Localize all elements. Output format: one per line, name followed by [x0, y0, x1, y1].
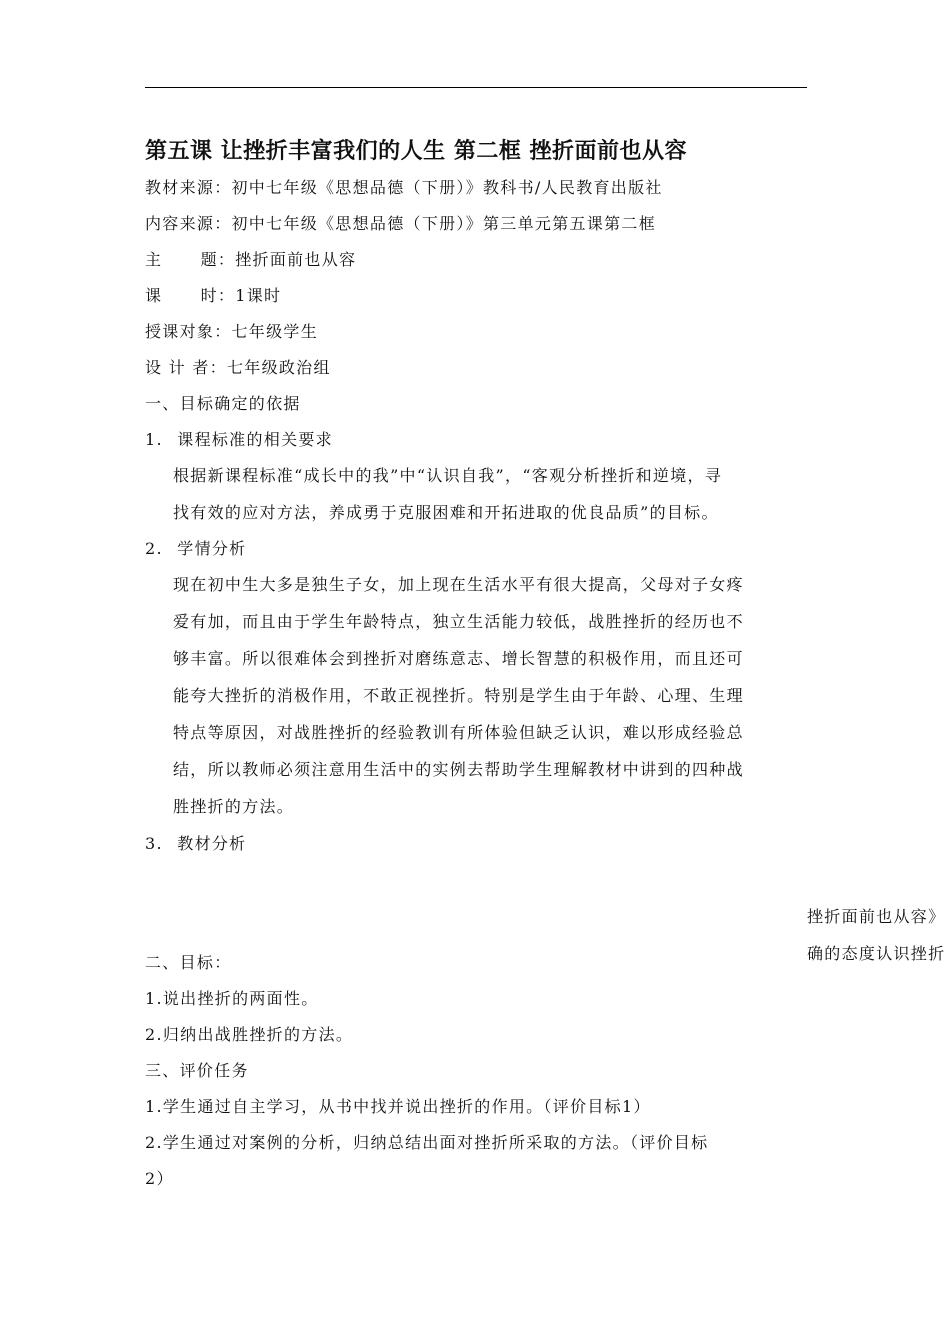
meta-topic: 主 题：挫折面前也从容	[145, 250, 357, 269]
list-label: 教材分析	[177, 834, 247, 853]
meta-designer: 设 计 者：七年级政治组	[145, 358, 331, 377]
learner-line-4: 能夸大挫折的消极作用，不敢正视挫折。特别是学生由于年龄、心理、生理	[173, 686, 744, 705]
meta-period: 课 时：1课时	[145, 286, 282, 305]
task-2-continued: 2）	[145, 1169, 174, 1188]
meta-content-source: 内容来源：初中七年级《思想品德（下册）》第三单元第五课第二框	[145, 214, 657, 233]
task-1: 1.学生通过自主学习，从书中找并说出挫折的作用。（评价目标1）	[145, 1097, 651, 1116]
curriculum-line-1: 根据新课程标准“成长中的我”中“认识自我”，“客观分析挫折和逆境，寻	[173, 466, 723, 485]
list-item-learner	[145, 539, 246, 559]
learner-line-5: 特点等原因，对战胜挫折的经验教训有所体验但缺乏认识，难以形成经验总	[173, 723, 744, 742]
textbook-fragment-2: 确的态度认识挫折	[807, 944, 946, 963]
list-number: 3.	[145, 834, 163, 853]
learner-line-6: 结，所以教师必须注意用生活中的实例去帮助学生理解教材中讲到的四种战	[173, 760, 744, 779]
section-heading-basis: 一、目标确定的依据	[145, 394, 301, 413]
curriculum-line-2: 找有效的应对方法，养成勇于克服困难和开拓进取的优良品质”的目标。	[173, 503, 719, 522]
learner-line-1: 现在初中生大多是独生子女，加上现在生活水平有很大提高，父母对子女疼	[173, 575, 744, 594]
section-heading-tasks: 三、评价任务	[145, 1061, 249, 1080]
section-heading-goals: 二、目标：	[145, 953, 232, 972]
list-label: 学情分析	[177, 539, 247, 558]
textbook-fragment-1: 挫折面前也从容》	[807, 907, 946, 926]
learner-line-3: 够丰富。所以很难体会到挫折对磨练意志、增长智慧的积极作用，而且还可	[173, 649, 744, 668]
learner-line-7: 胜挫折的方法。	[173, 797, 295, 816]
list-number: 1.	[145, 430, 163, 449]
learner-line-2: 爱有加，而且由于学生年龄特点，独立生活能力较低，战胜挫折的经历也不	[173, 612, 744, 631]
goal-1: 1.说出挫折的两面性。	[145, 989, 319, 1008]
goal-2: 2.归纳出战胜挫折的方法。	[145, 1025, 354, 1044]
list-label: 课程标准的相关要求	[177, 430, 333, 449]
meta-textbook-source: 教材来源：初中七年级《思想品德（下册）》教科书/人民教育出版社	[145, 178, 663, 197]
meta-audience: 授课对象：七年级学生	[145, 322, 319, 341]
page-title: 第五课 让挫折丰富我们的人生 第二框 挫折面前也从容	[145, 139, 687, 164]
task-2: 2.学生通过对案例的分析，归纳总结出面对挫折所采取的方法。（评价目标	[145, 1133, 709, 1152]
list-item-textbook	[145, 834, 246, 854]
list-number: 2.	[145, 539, 163, 558]
list-item-curriculum	[145, 430, 333, 450]
header-rule	[145, 87, 807, 88]
